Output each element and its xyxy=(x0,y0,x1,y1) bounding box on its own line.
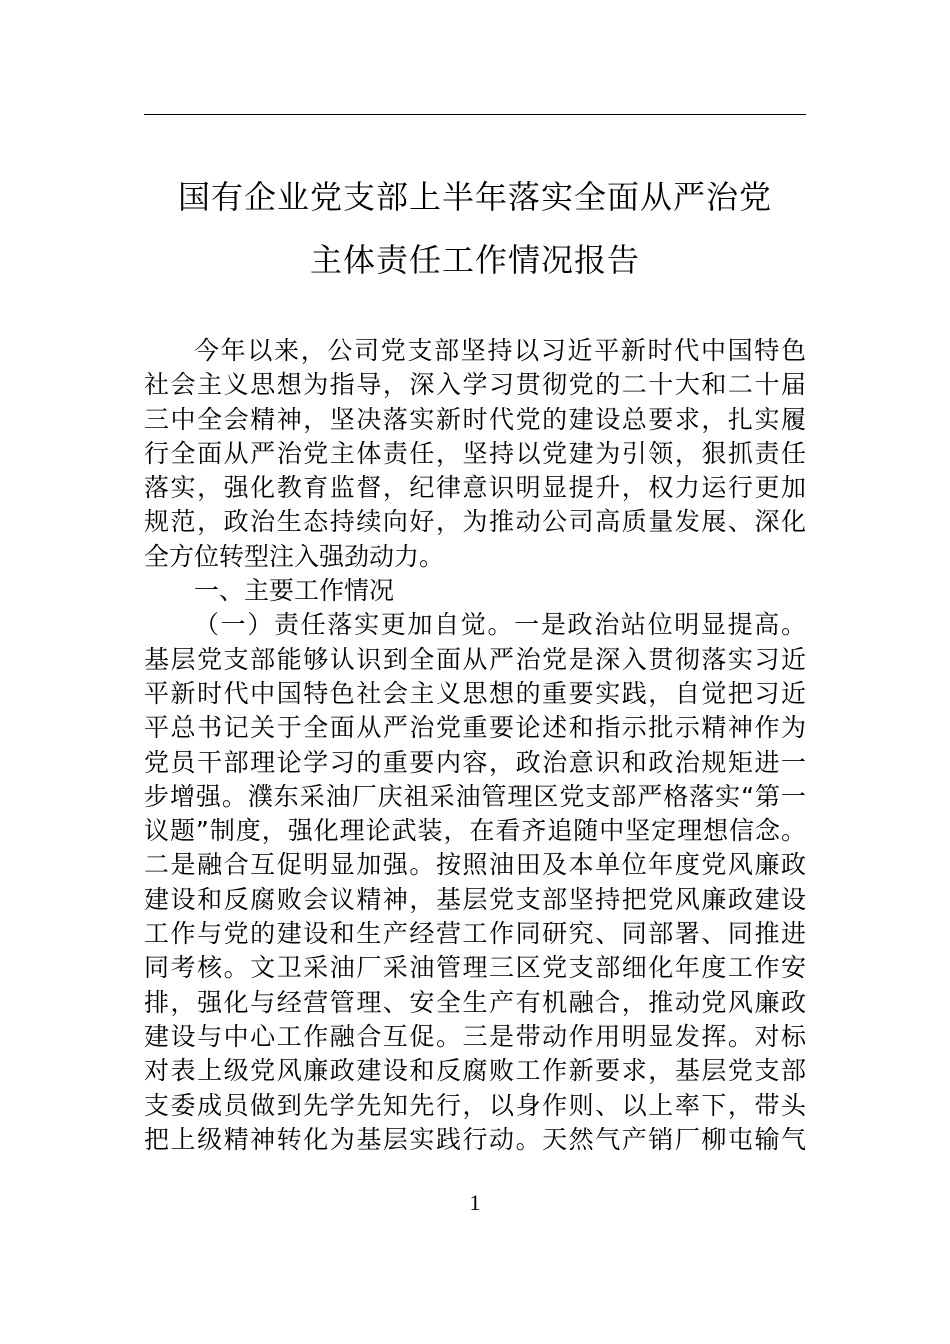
body-line: 建设与中心工作融合互促。三是带动作用明显发挥。对标 xyxy=(144,1021,806,1051)
body-line: （一）责任落实更加自觉。一是政治站位明显提高。 xyxy=(194,610,806,640)
title-line-1: 国有企业党支部上半年落实全面从严治党 xyxy=(177,178,772,216)
section-heading: 一、主要工作情况 xyxy=(194,576,395,606)
body-line: 平新时代中国特色社会主义思想的重要实践，自觉把习近 xyxy=(144,678,806,708)
body-line: 社会主义思想为指导，深入学习贯彻党的二十大和二十届 xyxy=(144,370,806,400)
title-line-2: 主体责任工作情况报告 xyxy=(309,241,640,279)
body-line: 平总书记关于全面从严治党重要论述和指示批示精神作为 xyxy=(144,713,806,743)
body-line: 议题”制度，强化理论武装，在看齐追随中坚定理想信念。 xyxy=(144,816,806,846)
body-line: 党员干部理论学习的重要内容，政治意识和政治规矩进一 xyxy=(144,747,806,777)
body-line: 落实，强化教育监督，纪律意识明显提升，权力运行更加 xyxy=(144,473,806,503)
body-line: 基层党支部能够认识到全面从严治党是深入贯彻落实习近 xyxy=(144,644,806,674)
document-title xyxy=(144,166,806,292)
body-line: 同考核。文卫采油厂采油管理三区党支部细化年度工作安 xyxy=(144,953,806,983)
body-line: 建设和反腐败会议精神，基层党支部坚持把党风廉政建设 xyxy=(144,884,806,914)
body-line: 工作与党的建设和生产经营工作同研究、同部署、同推进 xyxy=(144,919,806,949)
page-number: 1 xyxy=(469,1190,481,1215)
body-line: 把上级精神转化为基层实践行动。天然气产销厂柳屯输气 xyxy=(144,1124,806,1154)
body-line: 全方位转型注入强劲动力。 xyxy=(144,541,445,571)
body-line: 支委成员做到先学先知先行，以身作则、以上率下，带头 xyxy=(144,1090,806,1120)
body-line: 排，强化与经营管理、安全生产有机融合，推动党风廉政 xyxy=(144,987,806,1017)
body-line: 步增强。濮东采油厂庆祖采油管理区党支部严格落实“第一 xyxy=(144,781,806,811)
header-rule xyxy=(144,114,806,115)
document-body xyxy=(144,334,806,1157)
body-line: 三中全会精神，坚决落实新时代党的建设总要求，扎实履 xyxy=(144,404,806,434)
body-line: 二是融合互促明显加强。按照油田及本单位年度党风廉政 xyxy=(144,850,806,880)
body-line: 今年以来，公司党支部坚持以习近平新时代中国特色 xyxy=(194,336,806,365)
body-line: 行全面从严治党主体责任，坚持以党建为引领，狠抓责任 xyxy=(144,438,806,468)
body-line: 对表上级党风廉政建设和反腐败工作新要求，基层党支部 xyxy=(144,1056,806,1086)
body-line: 规范，政治生态持续向好，为推动公司高质量发展、深化 xyxy=(144,507,806,537)
